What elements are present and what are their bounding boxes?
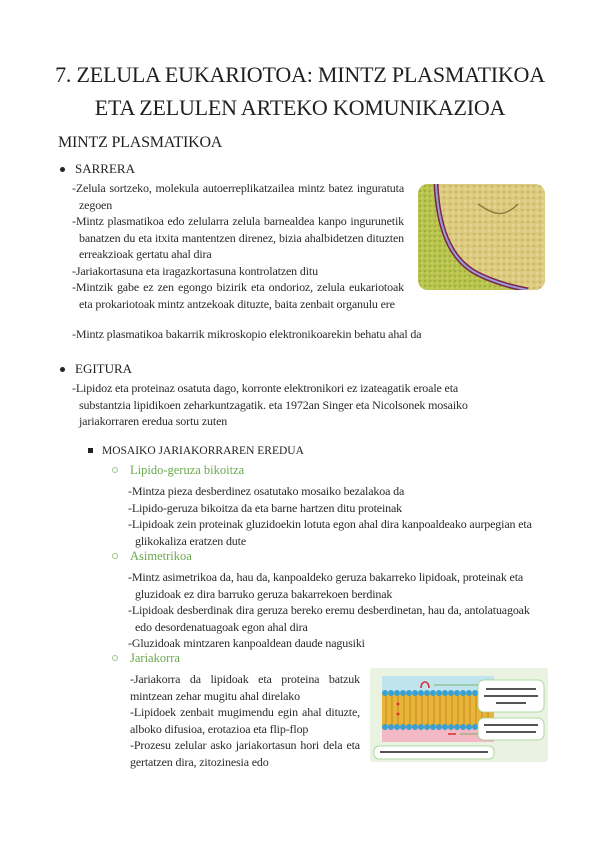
list-item: -Jariakorra da lipidoak eta proteina batzuk mintzean zehar mugitu ahal direlako — [130, 672, 360, 703]
title-line-1: 7. ZELULA EUKARIOTOA: MINTZ PLASMATIKOA — [55, 62, 545, 87]
list-item: -Gluzidoak mintzaren kanpoaldean daude nagusiki — [128, 636, 365, 650]
list-item: -Mintzik gabe ez zen egongo bizirik eta ondorioz, zelula eukariotoak eta prokariotoak mintz antzekoak dituzte, baita zenbait organulu ere — [72, 280, 404, 311]
title-line-2: ETA ZELULEN ARTEKO KOMUNIKAZIOA — [94, 95, 506, 120]
list-item: -Prozesu zelular asko jariakortasun hori dela eta gertatzen dira, zitozinesia edo — [130, 738, 360, 769]
document-title — [40, 58, 560, 124]
subsection-heading-text: Jariakorra — [130, 651, 180, 665]
lipido-list — [128, 483, 548, 549]
asimetrikoa-list — [128, 569, 548, 652]
section-heading: MINTZ PLASMATIKOA — [58, 134, 223, 151]
list-item: -Mintz plasmatikoa edo zelularra zelula barnealdea kanpo ingurunetik banatzen du eta itxita mantentzen direnez, bizia ahalbidetzen dituzten erreakzioak gertatu ahal dira — [72, 214, 404, 261]
circle-bullet-icon — [112, 655, 118, 661]
subsection-heading-jariakorra — [112, 651, 180, 666]
sarrera-list — [72, 180, 404, 312]
subsection-heading-text: Asimetrikoa — [130, 549, 192, 563]
membrane-micrograph-image — [418, 184, 545, 290]
micrograph-illustration — [418, 184, 545, 290]
sarrera-heading — [60, 160, 135, 178]
bilayer-illustration — [370, 668, 548, 762]
subsection-heading-text: Lipido-geruza bikoitza — [130, 463, 245, 477]
list-item: -Lipidoak zein proteinak gluzidoekin lotuta egon ahal dira kanpoaldeako aurpegian eta glikokaliza eratzen dute — [128, 517, 532, 548]
bullet-icon — [60, 367, 65, 372]
egitura-heading — [60, 360, 132, 378]
egitura-heading-text: EGITURA — [75, 361, 133, 376]
list-item: -Mintz asimetrikoa da, hau da, kanpoaldeko geruza bakarreko lipidoak, proteinak eta gluzidoak ez dira barruko geruza bakarrekoen berdinak — [128, 570, 524, 601]
model-heading-text: MOSAIKO JARIAKORRAREN EREDUA — [102, 445, 304, 457]
sarrera-heading-text: SARRERA — [75, 161, 135, 176]
circle-bullet-icon — [112, 553, 118, 559]
list-item: -Lipidoz eta proteinaz osatuta dago, korronte elektronikori ez izateagatik eroale eta substantzia lipidikoen zeharkuntzagatik. eta 1972an Singer eta Nicolsonek mosaiko jariakorraren eredua sortu zuten — [72, 381, 468, 428]
model-heading — [88, 445, 304, 457]
square-bullet-icon — [88, 448, 93, 453]
lipid-bilayer-diagram — [370, 668, 548, 762]
list-item: -Jariakortasuna eta iragazkortasuna kontrolatzen ditu — [72, 263, 318, 278]
subsection-heading-asimetrikoa — [112, 549, 192, 564]
list-item: -Mintza pieza desberdinez osatutako mosaiko bezalakoa da — [128, 484, 405, 498]
list-item: -Zelula sortzeko, molekula autoerreplikatzailea mintz batez inguratuta zegoen — [72, 181, 404, 212]
list-item: -Lipidoek zenbait mugimendu egin ahal dituzte, alboko difusioa, erotazioa eta flip-flop — [130, 705, 360, 736]
egitura-intro — [72, 380, 482, 430]
list-item: -Mintz plasmatikoa bakarrik mikroskopio elektronikoarekin behatu ahal da — [72, 327, 422, 341]
subsection-heading-lipido — [112, 463, 244, 478]
jariakorra-list — [130, 671, 360, 770]
list-item: -Lipido-geruza bikoitza da eta barne hartzen ditu proteinak — [128, 500, 403, 515]
circle-bullet-icon — [112, 467, 118, 473]
bullet-icon — [60, 167, 65, 172]
list-item: -Lipidoak desberdinak dira geruza bereko eremu desberdinetan, hau da, antolatuagoak edo desordenatuagoak egon ahal dira — [128, 603, 530, 634]
